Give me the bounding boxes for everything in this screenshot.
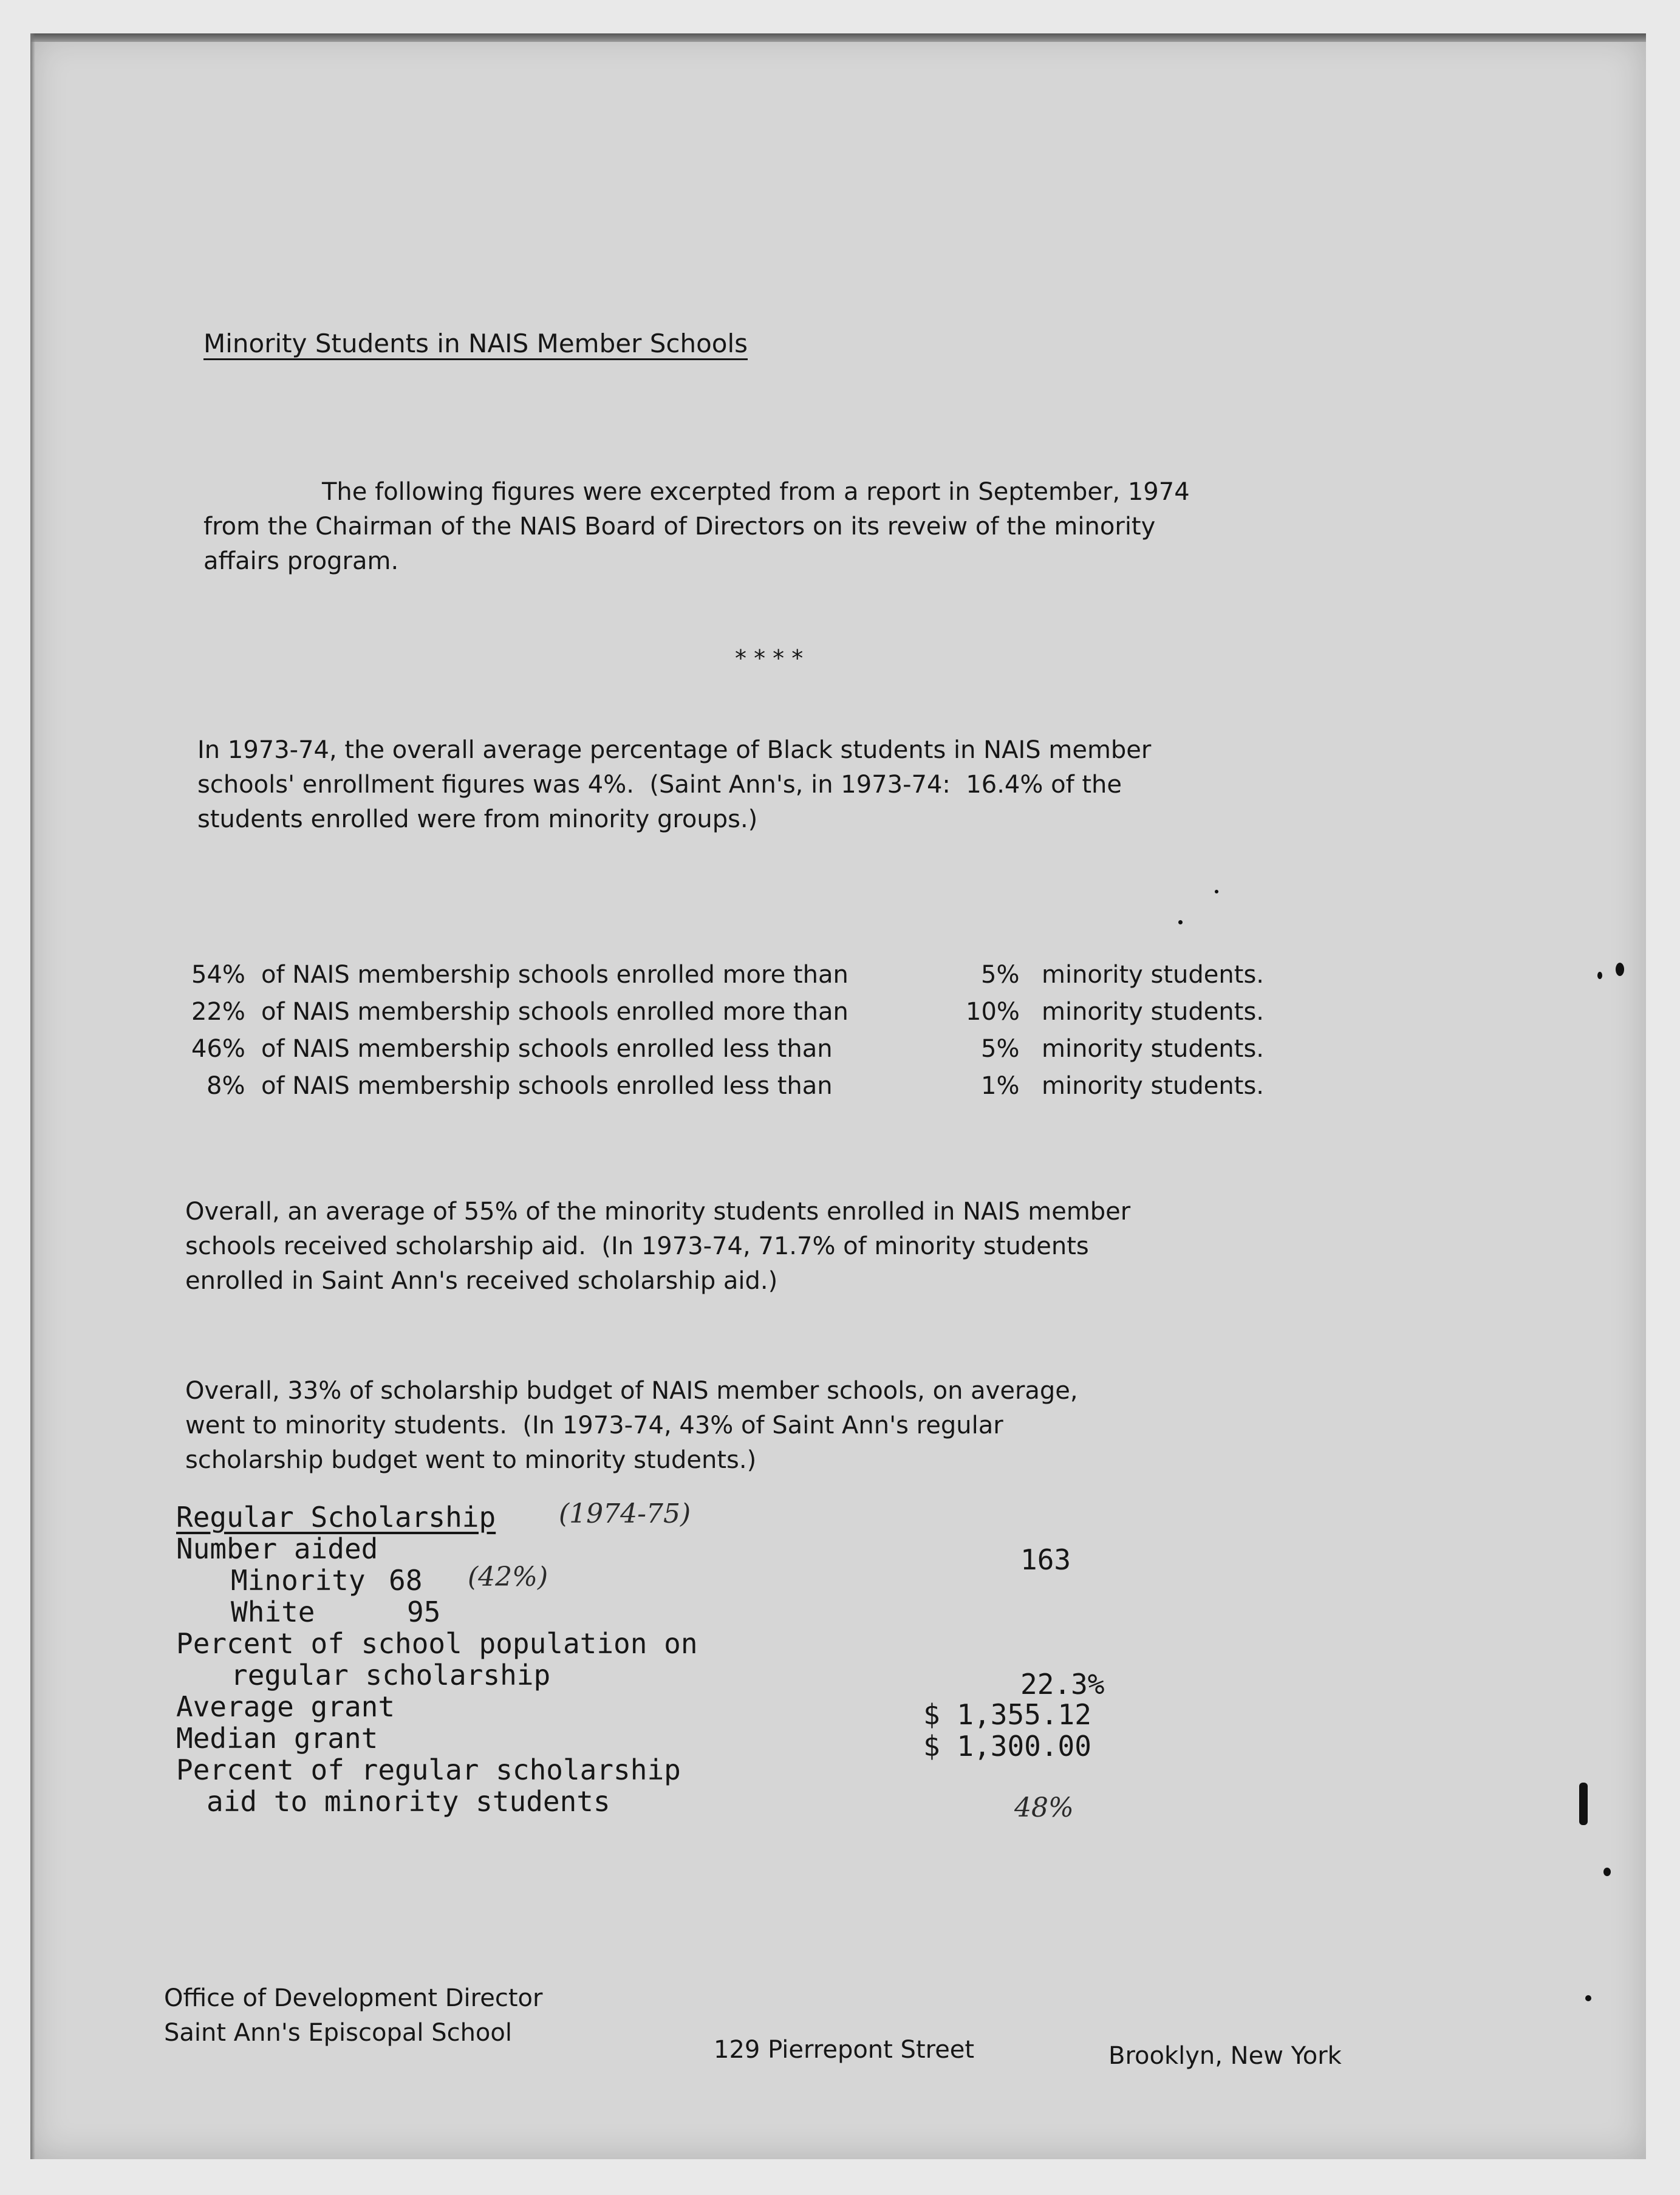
stat-value: 5% — [981, 1035, 1020, 1063]
percent-population-label-2: regular scholarship — [231, 1659, 551, 1691]
para2-line-3: enrolled in Saint Ann's received scholarship aid.) — [185, 1267, 778, 1295]
para3-line-1: Overall, 33% of scholarship budget of NAIS member schools, on average, — [185, 1377, 1078, 1405]
median-grant-label: Median grant — [176, 1722, 378, 1755]
number-aided-value: 163 — [1020, 1543, 1071, 1576]
intro-line-2: from the Chairman of the NAIS Board of Directors on its reveiw of the minority — [203, 513, 1156, 541]
stat-percent: 46% — [191, 1035, 245, 1063]
photocopy-speck — [1215, 890, 1218, 893]
stat-tail: minority students. — [1042, 1072, 1264, 1100]
photocopy-speck — [1597, 972, 1602, 979]
year-note-handwritten: (1974-75) — [559, 1498, 691, 1529]
para3-line-2: went to minority students. (In 1973-74, 43% of Saint Ann's regular — [185, 1412, 1003, 1439]
footer-office: Office of Development Director — [164, 1984, 543, 2012]
percent-aid-label-1: Percent of regular scholarship — [176, 1753, 681, 1786]
minority-value: 68 — [389, 1564, 423, 1597]
document-page — [30, 33, 1646, 2159]
percent-population-value: 22.3% — [1020, 1668, 1105, 1701]
para1-line-2: schools' enrollment figures was 4%. (Saint Ann's, in 1973-74: 16.4% of the — [197, 771, 1122, 799]
stat-tail: minority students. — [1042, 998, 1264, 1026]
scholarship-heading: Regular Scholarship — [176, 1501, 496, 1534]
footer-school: Saint Ann's Episcopal School — [164, 2019, 512, 2047]
percent-aid-value-handwritten: 48% — [1014, 1792, 1074, 1823]
minority-percent-handwritten: (42%) — [468, 1562, 548, 1592]
stat-text: of NAIS membership schools enrolled less than — [261, 1072, 833, 1100]
minority-label: Minority — [231, 1564, 366, 1597]
intro-line-3: affairs program. — [203, 547, 399, 575]
photocopy-speck — [1616, 963, 1624, 976]
average-grant-value: $ 1,355.12 — [923, 1698, 1091, 1731]
average-grant-label: Average grant — [176, 1690, 395, 1723]
stat-text: of NAIS membership schools enrolled more than — [261, 998, 849, 1026]
stat-percent: 54% — [191, 961, 245, 989]
page-title: Minority Students in NAIS Member Schools — [203, 329, 748, 358]
para3-line-3: scholarship budget went to minority students.) — [185, 1446, 757, 1474]
percent-population-label-1: Percent of school population on — [176, 1627, 698, 1660]
white-label: White — [231, 1596, 315, 1628]
stat-text: of NAIS membership schools enrolled less than — [261, 1035, 833, 1063]
photocopy-speck — [1585, 1995, 1591, 2001]
stat-percent: 22% — [191, 998, 245, 1026]
white-value: 95 — [407, 1596, 441, 1628]
stat-value: 5% — [981, 961, 1020, 989]
top-edge-shadow — [30, 33, 1646, 42]
footer-city: Brooklyn, New York — [1108, 2042, 1342, 2070]
asterisk-separator: * * * * — [735, 645, 804, 672]
stat-text: of NAIS membership schools enrolled more than — [261, 961, 849, 989]
stat-value: 10% — [966, 998, 1020, 1026]
number-aided-label: Number aided — [176, 1532, 378, 1565]
stat-tail: minority students. — [1042, 1035, 1264, 1063]
median-grant-value: $ 1,300.00 — [923, 1730, 1091, 1763]
stat-percent: 8% — [207, 1072, 245, 1100]
photocopy-speck — [1579, 1783, 1588, 1825]
para2-line-2: schools received scholarship aid. (In 1973-74, 71.7% of minority students — [185, 1232, 1089, 1260]
left-edge-shadow — [30, 33, 35, 2159]
photocopy-speck — [1603, 1868, 1611, 1876]
photocopy-speck — [1178, 920, 1183, 924]
stat-value: 1% — [981, 1072, 1020, 1100]
para1-line-3: students enrolled were from minority groups.) — [197, 805, 758, 833]
intro-line-1: The following figures were excerpted from a report in September, 1974 — [322, 478, 1190, 506]
stat-tail: minority students. — [1042, 961, 1264, 989]
para2-line-1: Overall, an average of 55% of the minority students enrolled in NAIS member — [185, 1198, 1131, 1226]
percent-aid-label-2: aid to minority students — [207, 1785, 610, 1818]
para1-line-1: In 1973-74, the overall average percentage of Black students in NAIS member — [197, 736, 1152, 764]
footer-street: 129 Pierrepont Street — [714, 2036, 975, 2064]
